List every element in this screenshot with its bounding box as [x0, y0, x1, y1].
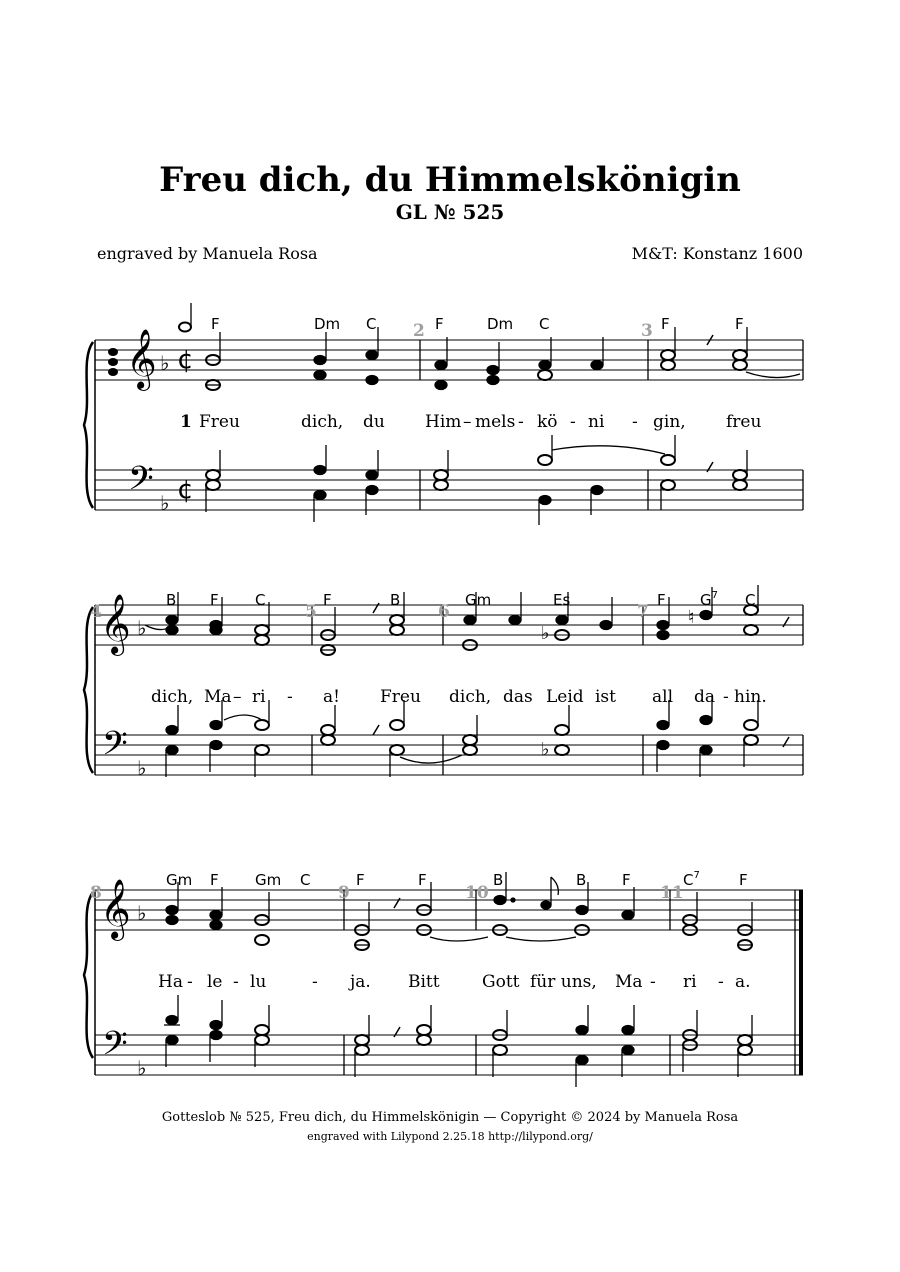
svg-text:Freu: Freu [199, 412, 240, 432]
svg-text:a.: a. [735, 972, 751, 992]
treble-clef-icon: 𝄞 [126, 329, 157, 389]
svg-text:B: B [390, 591, 401, 609]
svg-text:das: das [503, 687, 533, 707]
flat-key-icon: ♭ [160, 351, 170, 375]
svg-text:-: - [287, 687, 293, 707]
svg-text:C: C [745, 591, 756, 609]
measure-number: 7 [637, 602, 649, 622]
svg-text:-: - [518, 412, 524, 432]
svg-text:gin,: gin, [653, 412, 686, 432]
svg-text:C: C [539, 315, 550, 333]
treble-staff [95, 340, 803, 380]
svg-text:kö: kö [537, 412, 558, 432]
svg-text:Bitt: Bitt [408, 972, 440, 992]
composer-credit: M&T: Konstanz 1600 [631, 244, 803, 263]
bass-notes [164, 995, 752, 1087]
svg-text:1: 1 [180, 412, 192, 432]
svg-text:ri: ri [683, 972, 697, 992]
bass-clef-icon: 𝄢 [102, 725, 128, 771]
svg-text:Leid: Leid [546, 687, 584, 707]
svg-text:-: - [718, 972, 724, 992]
svg-text:dich,: dich, [449, 687, 492, 707]
measure-number: 5 [305, 602, 317, 622]
svg-text:da: da [694, 687, 716, 707]
svg-text:hin.: hin. [734, 687, 767, 707]
svg-text:-: - [187, 972, 193, 992]
bass-staff [95, 735, 803, 775]
piece-subtitle: GL № 525 [395, 200, 505, 224]
svg-text:Dm: Dm [487, 315, 514, 333]
svg-text:mels: mels [475, 412, 516, 432]
treble-clef-icon: 𝄞 [100, 594, 131, 654]
svg-text:B: B [493, 871, 504, 889]
measure-number: 9 [338, 883, 350, 903]
svg-text:F: F [210, 871, 219, 889]
treble-clef-icon: 𝄞 [100, 879, 131, 939]
svg-text:Gm: Gm [166, 871, 193, 889]
brace-icon [84, 607, 93, 773]
svg-text:a!: a! [323, 687, 340, 707]
brace-icon [84, 892, 93, 1058]
svg-text:-: - [632, 412, 638, 432]
svg-text:-: - [570, 412, 576, 432]
measure-number: 3 [641, 321, 653, 341]
measure-number: 8 [90, 883, 102, 903]
svg-text:du: du [363, 412, 385, 432]
svg-text:Freu: Freu [380, 687, 421, 707]
svg-text:G7: $G^7$ [700, 590, 718, 609]
svg-text:dich,: dich, [301, 412, 344, 432]
flat-key-icon: ♭ [137, 756, 147, 780]
svg-text:F: F [435, 315, 444, 333]
cut-time-icon: ¢ [177, 475, 194, 505]
svg-text:F: F [657, 591, 666, 609]
svg-text:freu: freu [726, 412, 762, 432]
svg-text:ri: ri [252, 687, 266, 707]
svg-text:Ma: Ma [204, 687, 232, 707]
svg-text:dich,: dich, [151, 687, 194, 707]
svg-text:–: – [463, 412, 472, 432]
measure-number: 11 [660, 883, 684, 903]
svg-text:für uns,: für uns, [530, 972, 597, 992]
bass-staff [95, 470, 803, 510]
svg-text:F: F [622, 871, 631, 889]
svg-text:C7: $C^7$ [683, 870, 700, 889]
svg-text:-: - [233, 972, 239, 992]
lyrics-line [180, 412, 761, 432]
flat-key-icon: ♭ [160, 491, 170, 515]
svg-text:lu: lu [250, 972, 267, 992]
chord-symbols [211, 315, 744, 333]
svg-text:C: C [366, 315, 377, 333]
svg-text:Ma: Ma [615, 972, 643, 992]
system-3 [0, 865, 900, 1105]
svg-text:Es: Es [553, 591, 571, 609]
bass-clef-icon: 𝄢 [128, 460, 154, 506]
engraver-credit: engraved by Manuela Rosa [97, 244, 318, 263]
final-barline [799, 890, 803, 1075]
brace-icon [84, 342, 93, 508]
flat-key-icon: ♭ [137, 901, 147, 925]
flat-key-icon: ♭ [137, 616, 147, 640]
svg-text:Gm: Gm [465, 591, 492, 609]
treble-notes-m2 [435, 337, 603, 390]
engraving-footer: engraved with Lilypond 2.25.18 http://lilypond.org/ [307, 1130, 593, 1143]
chord-symbols [166, 590, 755, 609]
svg-text:Gm: Gm [255, 871, 282, 889]
measure-number: 2 [413, 321, 425, 341]
svg-text:B: B [166, 591, 177, 609]
system-2 [0, 585, 900, 825]
svg-text:ist: ist [595, 687, 616, 707]
svg-text:le: le [207, 972, 223, 992]
lyrics-line [151, 687, 767, 707]
svg-text:Ha: Ha [158, 972, 183, 992]
measure-number: 4 [90, 602, 102, 622]
svg-text:B: B [576, 871, 587, 889]
svg-text:♭: ♭ [541, 623, 550, 644]
svg-text:-: - [723, 687, 729, 707]
measure-number: 10 [465, 883, 489, 903]
svg-text:F: F [661, 315, 670, 333]
system-1 [0, 300, 900, 540]
svg-text:F: F [739, 871, 748, 889]
svg-text:F: F [418, 871, 427, 889]
svg-text:Dm: Dm [314, 315, 341, 333]
svg-text:F: F [735, 315, 744, 333]
svg-text:all: all [652, 687, 674, 707]
svg-text:F: F [211, 315, 220, 333]
svg-text:C: C [255, 591, 266, 609]
svg-text:♭: ♭ [541, 739, 550, 760]
copyright-footer: Gotteslob № 525, Freu dich, du Himmelskönigin — Copyright © 2024 by Manuela Rosa [161, 1110, 739, 1125]
measure-number: 6 [438, 602, 450, 622]
bass-staff [95, 1035, 803, 1075]
flat-key-icon: ♭ [137, 1056, 147, 1080]
svg-text:F: F [210, 591, 219, 609]
treble-notes-m1 [205, 327, 378, 390]
svg-text:Gott: Gott [482, 972, 520, 992]
svg-text:ja.: ja. [350, 972, 371, 992]
svg-text:♮: ♮ [688, 607, 695, 628]
cut-time-icon: ¢ [177, 345, 194, 375]
svg-text:-: - [312, 972, 318, 992]
svg-text:Him: Him [425, 412, 462, 432]
piece-title: Freu dich, du Himmelskönigin [159, 160, 741, 200]
lyrics-line [158, 972, 751, 992]
svg-text:-: - [650, 972, 656, 992]
bass-clef-icon: 𝄢 [102, 1025, 128, 1071]
svg-text:–: – [233, 687, 242, 707]
svg-text:ni: ni [588, 412, 605, 432]
svg-text:C: C [300, 871, 311, 889]
svg-text:F: F [323, 591, 332, 609]
svg-text:F: F [356, 871, 365, 889]
